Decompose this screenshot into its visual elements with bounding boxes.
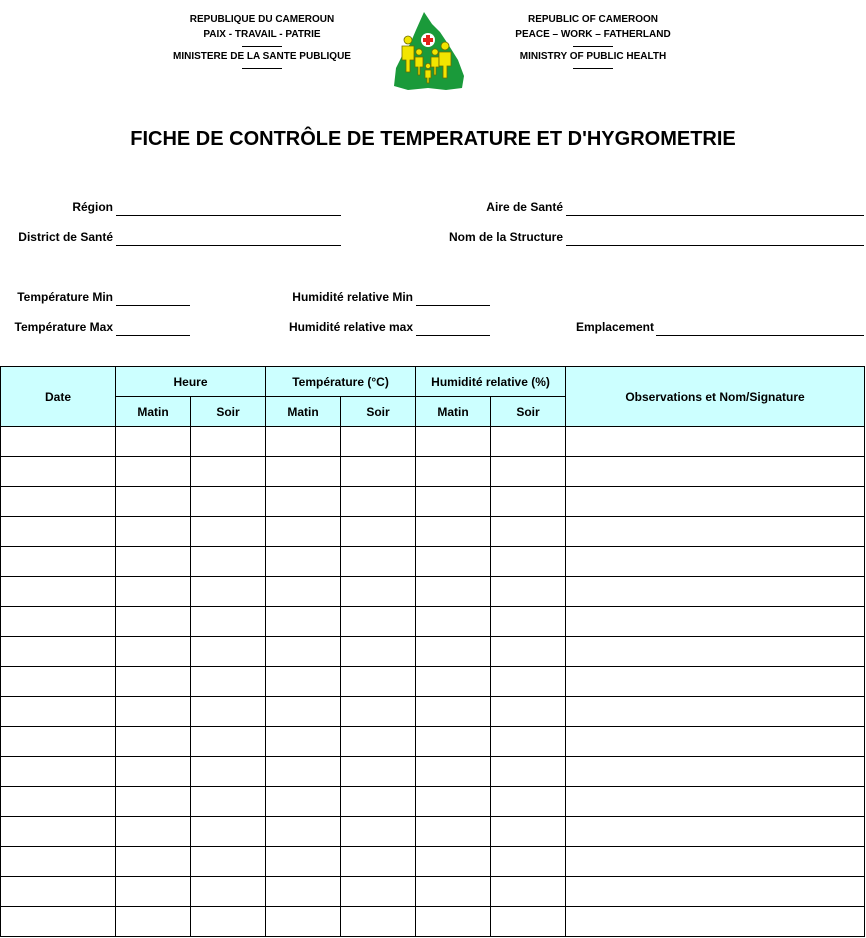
table-cell[interactable] xyxy=(566,727,865,757)
table-cell[interactable] xyxy=(491,817,566,847)
table-cell[interactable] xyxy=(116,547,191,577)
table-cell[interactable] xyxy=(266,907,341,937)
temp-min-field[interactable] xyxy=(116,305,190,306)
emplacement-label: Emplacement xyxy=(575,320,654,334)
table-cell[interactable] xyxy=(416,637,491,667)
table-row xyxy=(1,607,865,637)
table-cell[interactable] xyxy=(266,487,341,517)
table-cell[interactable] xyxy=(191,847,266,877)
table-cell[interactable] xyxy=(191,517,266,547)
table-row xyxy=(1,727,865,757)
table-cell[interactable] xyxy=(341,577,416,607)
table-cell[interactable] xyxy=(1,847,116,877)
table-cell[interactable] xyxy=(491,427,566,457)
control-table xyxy=(0,366,865,937)
table-cell[interactable] xyxy=(116,607,191,637)
table-cell[interactable] xyxy=(341,487,416,517)
table-cell[interactable] xyxy=(1,427,116,457)
ministry-en: MINISTRY OF PUBLIC HEALTH xyxy=(519,51,667,62)
heure-soir-header: Soir xyxy=(191,397,266,427)
table-cell[interactable] xyxy=(341,907,416,937)
header-left xyxy=(150,12,374,71)
table-cell[interactable] xyxy=(491,787,566,817)
district-field[interactable] xyxy=(116,245,341,246)
table-cell[interactable] xyxy=(191,547,266,577)
table-cell[interactable] xyxy=(191,787,266,817)
table-cell[interactable] xyxy=(266,517,341,547)
table-cell[interactable] xyxy=(566,787,865,817)
table-cell[interactable] xyxy=(116,457,191,487)
table-cell[interactable] xyxy=(566,757,865,787)
table-cell[interactable] xyxy=(116,757,191,787)
table-row xyxy=(1,487,865,517)
region-field[interactable] xyxy=(116,215,341,216)
hum-min-field[interactable] xyxy=(416,305,490,306)
table-row xyxy=(1,667,865,697)
table-cell[interactable] xyxy=(116,817,191,847)
table-row xyxy=(1,847,865,877)
ministry-logo xyxy=(388,10,468,94)
table-cell[interactable] xyxy=(116,877,191,907)
table-cell[interactable] xyxy=(266,697,341,727)
table-cell[interactable] xyxy=(416,787,491,817)
table-cell[interactable] xyxy=(566,427,865,457)
table-cell[interactable] xyxy=(191,487,266,517)
table-cell[interactable] xyxy=(491,607,566,637)
table-cell[interactable] xyxy=(341,457,416,487)
table-cell[interactable] xyxy=(416,667,491,697)
table-cell[interactable] xyxy=(416,427,491,457)
table-cell[interactable] xyxy=(566,667,865,697)
table-cell[interactable] xyxy=(266,817,341,847)
separator xyxy=(242,68,282,69)
table-cell[interactable] xyxy=(491,577,566,607)
table-cell[interactable] xyxy=(416,577,491,607)
table-row xyxy=(1,757,865,787)
table-cell[interactable] xyxy=(191,577,266,607)
temperature-header: Température (°C) xyxy=(266,367,416,397)
table-cell[interactable] xyxy=(341,427,416,457)
table-cell[interactable] xyxy=(191,727,266,757)
country-name-en: REPUBLIC OF CAMEROON xyxy=(528,14,658,25)
table-cell[interactable] xyxy=(266,667,341,697)
table-cell[interactable] xyxy=(566,817,865,847)
table-cell[interactable] xyxy=(1,787,116,817)
table-cell[interactable] xyxy=(416,877,491,907)
aire-field[interactable] xyxy=(566,215,864,216)
table-cell[interactable] xyxy=(566,697,865,727)
aire-label: Aire de Santé xyxy=(486,200,563,214)
table-cell[interactable] xyxy=(416,847,491,877)
table-cell[interactable] xyxy=(491,637,566,667)
table-cell[interactable] xyxy=(491,697,566,727)
table-cell[interactable] xyxy=(491,517,566,547)
humidite-header: Humidité relative (%) xyxy=(416,367,566,397)
table-cell[interactable] xyxy=(1,547,116,577)
table-cell[interactable] xyxy=(1,757,116,787)
table-cell[interactable] xyxy=(566,517,865,547)
table-row xyxy=(1,457,865,487)
table-cell[interactable] xyxy=(266,787,341,817)
table-cell[interactable] xyxy=(341,817,416,847)
table-cell[interactable] xyxy=(116,697,191,727)
table-cell[interactable] xyxy=(1,727,116,757)
table-cell[interactable] xyxy=(191,907,266,937)
table-cell[interactable] xyxy=(491,487,566,517)
table-cell[interactable] xyxy=(341,517,416,547)
table-cell[interactable] xyxy=(341,607,416,637)
header-right xyxy=(490,12,696,71)
table-cell[interactable] xyxy=(116,577,191,607)
table-cell[interactable] xyxy=(416,547,491,577)
table-row xyxy=(1,877,865,907)
table-cell[interactable] xyxy=(491,847,566,877)
table-cell[interactable] xyxy=(1,697,116,727)
table-row xyxy=(1,577,865,607)
temp-max-label: Température Max xyxy=(14,320,113,334)
structure-label: Nom de la Structure xyxy=(448,230,563,244)
temp-max-field[interactable] xyxy=(116,335,190,336)
table-row xyxy=(1,637,865,667)
table-cell[interactable] xyxy=(566,907,865,937)
table-cell[interactable] xyxy=(566,607,865,637)
table-cell[interactable] xyxy=(1,907,116,937)
table-cell[interactable] xyxy=(191,817,266,847)
table-cell[interactable] xyxy=(566,487,865,517)
table-cell[interactable] xyxy=(491,877,566,907)
table-cell[interactable] xyxy=(1,487,116,517)
table-cell[interactable] xyxy=(341,787,416,817)
table-cell[interactable] xyxy=(191,607,266,637)
table-cell[interactable] xyxy=(491,907,566,937)
table-cell[interactable] xyxy=(266,847,341,877)
separator xyxy=(573,68,613,69)
emplacement-field[interactable] xyxy=(656,335,864,336)
table-cell[interactable] xyxy=(566,847,865,877)
table-cell[interactable] xyxy=(266,457,341,487)
date-header: Date xyxy=(1,367,116,427)
table-cell[interactable] xyxy=(1,517,116,547)
table-cell[interactable] xyxy=(116,517,191,547)
table-row xyxy=(1,907,865,937)
table-cell[interactable] xyxy=(416,517,491,547)
table-cell[interactable] xyxy=(1,577,116,607)
heure-header: Heure xyxy=(116,367,266,397)
hum-soir-header: Soir xyxy=(491,397,566,427)
table-cell[interactable] xyxy=(341,637,416,667)
table-cell[interactable] xyxy=(116,907,191,937)
table-cell[interactable] xyxy=(116,727,191,757)
table-cell[interactable] xyxy=(266,607,341,637)
table-cell[interactable] xyxy=(191,427,266,457)
ministry-fr: MINISTERE DE LA SANTE PUBLIQUE xyxy=(173,51,351,62)
cameroon-map-logo-icon xyxy=(388,10,468,94)
table-cell[interactable] xyxy=(566,547,865,577)
structure-field[interactable] xyxy=(566,245,864,246)
table-cell[interactable] xyxy=(116,487,191,517)
table-cell[interactable] xyxy=(1,877,116,907)
hum-matin-header: Matin xyxy=(416,397,491,427)
table-cell[interactable] xyxy=(416,757,491,787)
table-cell[interactable] xyxy=(491,457,566,487)
table-cell[interactable] xyxy=(266,577,341,607)
table-cell[interactable] xyxy=(491,727,566,757)
table-cell[interactable] xyxy=(266,427,341,457)
table-body xyxy=(1,427,865,937)
table-cell[interactable] xyxy=(341,667,416,697)
table-cell[interactable] xyxy=(341,877,416,907)
country-name-fr: REPUBLIQUE DU CAMEROUN xyxy=(189,14,335,25)
table-cell[interactable] xyxy=(341,547,416,577)
separator xyxy=(573,46,613,47)
observations-header: Observations et Nom/Signature xyxy=(566,367,865,427)
table-cell[interactable] xyxy=(116,787,191,817)
region-label: Région xyxy=(72,200,113,214)
motto-en: PEACE – WORK – FATHERLAND xyxy=(515,29,671,40)
table-cell[interactable] xyxy=(416,487,491,517)
table-cell[interactable] xyxy=(191,697,266,727)
table-cell[interactable] xyxy=(341,757,416,787)
district-label: District de Santé xyxy=(18,230,113,244)
table-cell[interactable] xyxy=(341,847,416,877)
table-cell[interactable] xyxy=(191,637,266,667)
table-cell[interactable] xyxy=(416,727,491,757)
heure-matin-header: Matin xyxy=(116,397,191,427)
table-cell[interactable] xyxy=(116,637,191,667)
motto-fr: PAIX - TRAVAIL - PATRIE xyxy=(203,29,321,40)
table-cell[interactable] xyxy=(266,727,341,757)
table-cell[interactable] xyxy=(266,757,341,787)
table-cell[interactable] xyxy=(191,757,266,787)
table-cell[interactable] xyxy=(416,457,491,487)
table-cell[interactable] xyxy=(491,757,566,787)
table-row xyxy=(1,697,865,727)
table-cell[interactable] xyxy=(566,877,865,907)
table-cell[interactable] xyxy=(266,547,341,577)
table-row xyxy=(1,517,865,547)
table-cell[interactable] xyxy=(266,637,341,667)
table-cell[interactable] xyxy=(191,667,266,697)
table-cell[interactable] xyxy=(566,577,865,607)
table-cell[interactable] xyxy=(266,877,341,907)
table-cell[interactable] xyxy=(1,637,116,667)
table-cell[interactable] xyxy=(341,727,416,757)
table-cell[interactable] xyxy=(416,907,491,937)
table-row xyxy=(1,817,865,847)
temp-min-label: Température Min xyxy=(17,290,113,304)
table-cell[interactable] xyxy=(191,457,266,487)
table-cell[interactable] xyxy=(491,667,566,697)
table-cell[interactable] xyxy=(191,877,266,907)
table-cell[interactable] xyxy=(416,697,491,727)
table-cell[interactable] xyxy=(1,457,116,487)
separator xyxy=(242,46,282,47)
table-cell[interactable] xyxy=(566,637,865,667)
table-cell[interactable] xyxy=(1,607,116,637)
table-cell[interactable] xyxy=(116,847,191,877)
table-cell[interactable] xyxy=(116,667,191,697)
table-row xyxy=(1,547,865,577)
temp-soir-header: Soir xyxy=(341,397,416,427)
hum-max-label: Humidité relative max xyxy=(288,320,413,334)
page-title: FICHE DE CONTRÔLE DE TEMPERATURE ET D'HYGROMETRIE xyxy=(130,128,736,150)
table-cell[interactable] xyxy=(491,547,566,577)
table-row xyxy=(1,787,865,817)
table-cell[interactable] xyxy=(566,457,865,487)
table-row xyxy=(1,427,865,457)
table-cell[interactable] xyxy=(416,817,491,847)
table-cell[interactable] xyxy=(1,817,116,847)
hum-max-field[interactable] xyxy=(416,335,490,336)
table-cell[interactable] xyxy=(416,607,491,637)
table-cell[interactable] xyxy=(341,697,416,727)
hum-min-label: Humidité relative Min xyxy=(292,290,413,304)
table-cell[interactable] xyxy=(1,667,116,697)
temp-matin-header: Matin xyxy=(266,397,341,427)
table-cell[interactable] xyxy=(116,427,191,457)
